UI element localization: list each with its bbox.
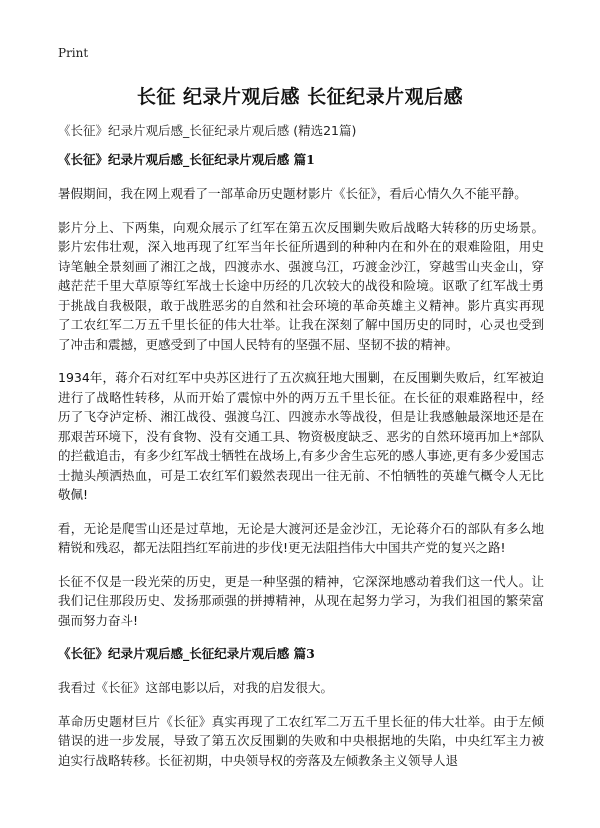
document-content	[58, 150, 544, 784]
paragraph: 1934年，蒋介石对红军中央苏区进行了五次疯狂地大围剿，在反围剿失败后，红军被迫进行了战略性转移，从而开始了震惊中外的两万五千里长征。在长征的艰难路程中，经历了飞夺泸定桥、湘江战役、强渡乌江、四渡赤水等战役，但是让我感触最深地还是在那艰苦环境下，没有食物、没有交通工具、物资极度缺乏、恶劣的自然环境再加上*部队的拦截追击，有多少红军战士牺牲在战场上,有多少舍生忘死的感人事迹,更有多少爱国志士抛头颅洒热血，可是工农红军们毅然表现出一往无前、不怕牺牲的英雄气概令人无比敬佩!	[58, 370, 544, 502]
document-subtitle: 《长征》纪录片观后感_长征纪录片观后感 (精选21篇)	[58, 123, 357, 138]
page-title: 长征 纪录片观后感 长征纪录片观后感	[136, 86, 464, 108]
section-heading: 《长征》纪录片观后感_长征纪录片观后感 篇3	[58, 646, 315, 661]
paragraph: 看，无论是爬雪山还是过草地，无论是大渡河还是金沙江，无论蒋介石的部队有多么地精锐和残忍，都无法阻挡红军前进的步伐!更无法阻挡伟大中国共产党的复兴之路!	[58, 520, 544, 555]
paragraph: 暑假期间，我在网上观看了一部革命历史题材影片《长征》，看后心情久久不能平静。	[58, 186, 527, 201]
section-1	[58, 150, 544, 630]
section-heading: 《长征》纪录片观后感_长征纪录片观后感 篇1	[58, 152, 315, 167]
paragraph: 影片分上、下两集，向观众展示了红军在第五次反围剿失败后战略大转移的历史场景。影片宏伟壮观，深入地再现了红军当年长征所遇到的种种内在和外在的艰难险阻，用史诗笔触全景刻画了湘江之战，四渡赤水、强渡乌江，巧渡金沙江，穿越雪山夹金山，穿越茫茫千里大草原等红军战士长途中历经的几次较大的战役和险境。讴歌了红军战士勇于挑战自我极限，敢于战胜恶劣的自然和社会环境的革命英雄主义精神。影片真实再现了工农红军二万五千里长征的伟大壮举。让我在深刻了解中国历史的同时，心灵也受到了冲击和震撼，更感受到了中国人民特有的坚强不屈、坚韧不拔的精神。	[58, 219, 544, 352]
paragraph: 革命历史题材巨片《长征》真实再现了工农红军二万五千里长征的伟大壮举。由于左倾错误的进一步发展，导致了第五次反围剿的失败和中央根据地的失陷，中央红军主力被迫实行战略转移。长征初期，中央领导权的旁落及左倾教条主义领导人退	[58, 713, 544, 768]
paragraph: 我看过《长征》这部电影以后，对我的启发很大。	[58, 680, 334, 695]
print-label[interactable]: Print	[58, 46, 89, 60]
section-3	[58, 644, 544, 770]
paragraph: 长征不仅是一段光荣的历史，更是一种坚强的精神，它深深地感动着我们这一代人。让我们记住那段历史、发扬那顽强的拼搏精神，从现在起努力学习，为我们祖国的繁荣富强而努力奋斗!	[58, 573, 544, 628]
